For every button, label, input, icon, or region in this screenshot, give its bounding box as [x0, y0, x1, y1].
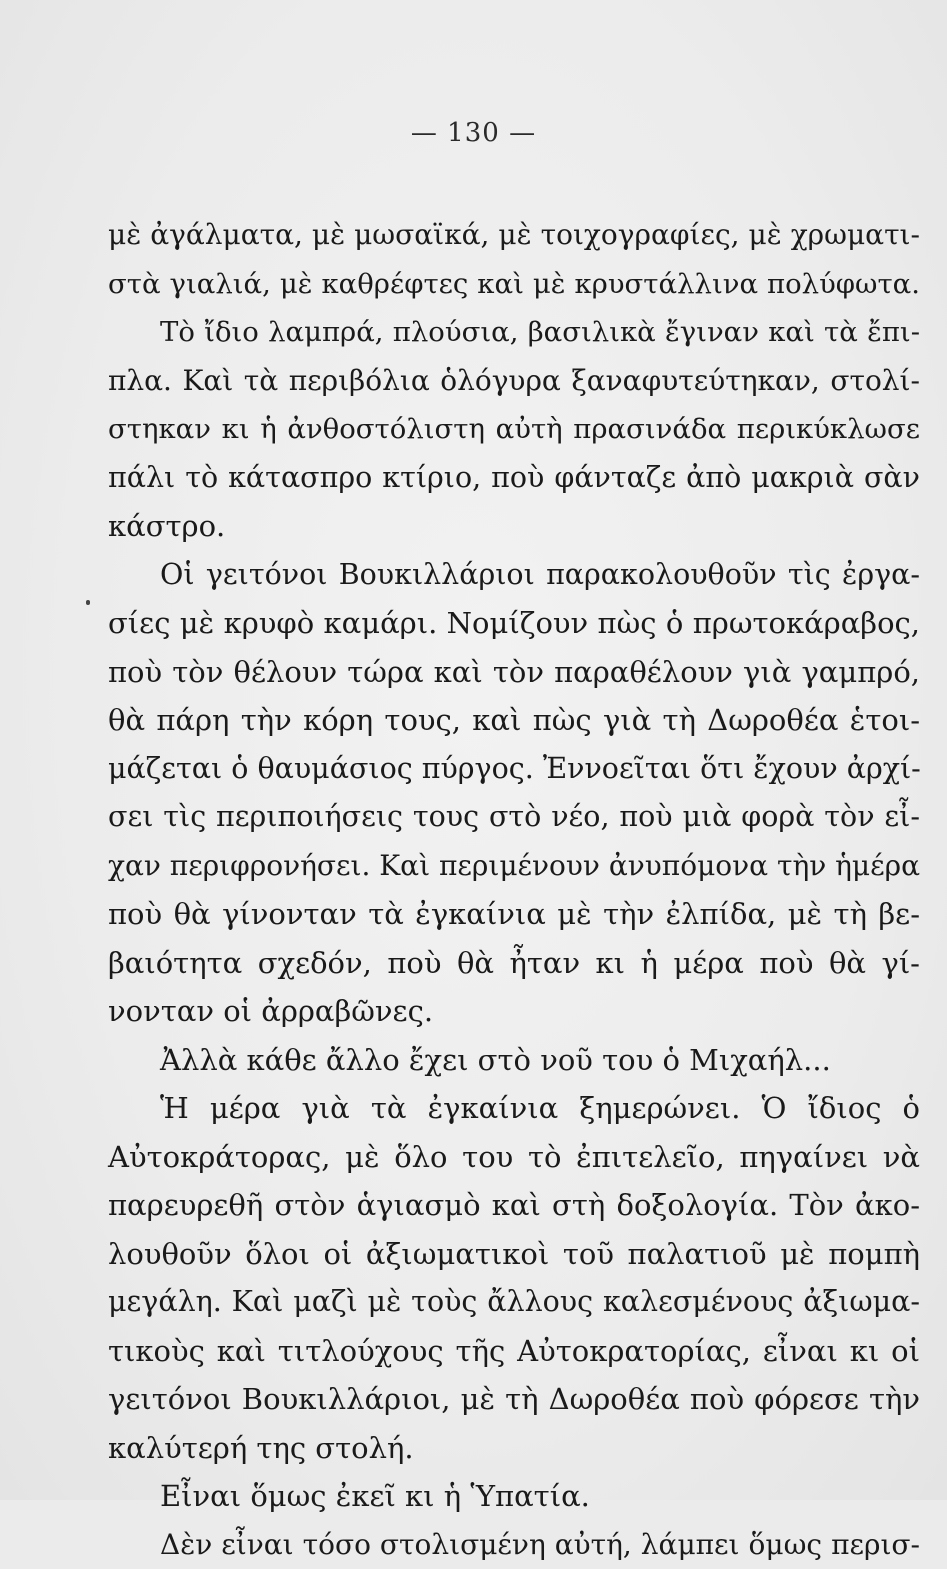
text-line: σίες μὲ κρυφὸ καμάρι. Νομίζουν πὼς ὁ πρωτοκάραβος,	[108, 599, 920, 648]
body-text	[108, 211, 920, 1569]
text-line: γειτόνοι Βουκιλλάριοι, μὲ τὴ Δωροθέα ποὺ φόρεσε τὴν	[108, 1375, 920, 1424]
text-line: καλύτερή της στολή.	[108, 1424, 920, 1473]
text-line: Οἱ γειτόνοι Βουκιλλάριοι παρακολουθοῦν τὶς ἐργα-	[108, 551, 920, 600]
text-line: Ἡ μέρα γιὰ τὰ ἐγκαίνια ξημερώνει. Ὁ ἴδιος ὁ	[108, 1084, 920, 1133]
text-line: πάλι τὸ κάτασπρο κτίριο, ποὺ φάνταζε ἀπὸ μακριὰ σὰν	[108, 454, 920, 503]
text-line: στηκαν κι ἡ ἀνθοστόλιστη αὐτὴ πρασινάδα περικύκλωσε	[108, 405, 920, 454]
text-line: Ἀλλὰ κάθε ἄλλο ἔχει στὸ νοῦ του ὁ Μιχαήλ...	[108, 1036, 920, 1085]
text-line: ποὺ θὰ γίνονταν τὰ ἐγκαίνια μὲ τὴν ἐλπίδα, μὲ τὴ βε-	[108, 890, 920, 939]
text-line: παρευρεθῆ στὸν ἁγιασμὸ καὶ στὴ δοξολογία. Τὸν ἀκο-	[108, 1181, 920, 1230]
text-line: κάστρο.	[108, 502, 920, 551]
page-number: — 130 —	[0, 118, 947, 148]
text-line: Δὲν εἶναι τόσο στολισμένη αὐτή, λάμπει ὅμως περισ-	[108, 1521, 920, 1569]
text-line: χαν περιφρονήσει. Καὶ περιμένουν ἀνυπόμονα τὴν ἡμέρα	[108, 842, 920, 891]
text-line: στὰ γιαλιά, μὲ καθρέφτες καὶ μὲ κρυστάλλινα πολύφωτα.	[108, 260, 920, 309]
text-line: πλα. Καὶ τὰ περιβόλια ὁλόγυρα ξαναφυτεύτηκαν, στολί-	[108, 357, 920, 406]
text-line: σει τὶς περιποιήσεις τους στὸ νέο, ποὺ μιὰ φορὰ τὸν εἶ-	[108, 793, 920, 842]
text-line: βαιότητα σχεδόν, ποὺ θὰ ἦταν κι ἡ μέρα ποὺ θὰ γί-	[108, 939, 920, 988]
text-line: τικοὺς καὶ τιτλούχους τῆς Αὐτοκρατορίας, εἶναι κι οἱ	[108, 1327, 920, 1376]
margin-mark	[86, 600, 90, 605]
text-line: λουθοῦν ὅλοι οἱ ἀξιωματικοὶ τοῦ παλατιοῦ μὲ πομπὴ	[108, 1230, 920, 1279]
text-line: Τὸ ἴδιο λαμπρά, πλούσια, βασιλικὰ ἔγιναν καὶ τὰ ἔπι-	[108, 308, 920, 357]
text-line: μὲ ἀγάλματα, μὲ μωσαϊκά, μὲ τοιχογραφίες, μὲ χρωματι-	[108, 211, 920, 260]
text-line: ποὺ τὸν θέλουν τώρα καὶ τὸν παραθέλουν γιὰ γαμπρό,	[108, 648, 920, 697]
text-line: νονταν οἱ ἀρραβῶνες.	[108, 987, 920, 1036]
text-line: μεγάλη. Καὶ μαζὶ μὲ τοὺς ἄλλους καλεσμένους ἀξιωμα-	[108, 1278, 920, 1327]
text-line: Εἶναι ὅμως ἐκεῖ κι ἡ Ὑπατία.	[108, 1472, 920, 1521]
text-line: θὰ πάρη τὴν κόρη τους, καὶ πὼς γιὰ τὴ Δωροθέα ἑτοι-	[108, 696, 920, 745]
text-line: Αὐτοκράτορας, μὲ ὅλο του τὸ ἐπιτελεῖο, πηγαίνει νὰ	[108, 1133, 920, 1182]
text-line: μάζεται ὁ θαυμάσιος πύργος. Ἐννοεῖται ὅτι ἔχουν ἀρχί-	[108, 745, 920, 794]
